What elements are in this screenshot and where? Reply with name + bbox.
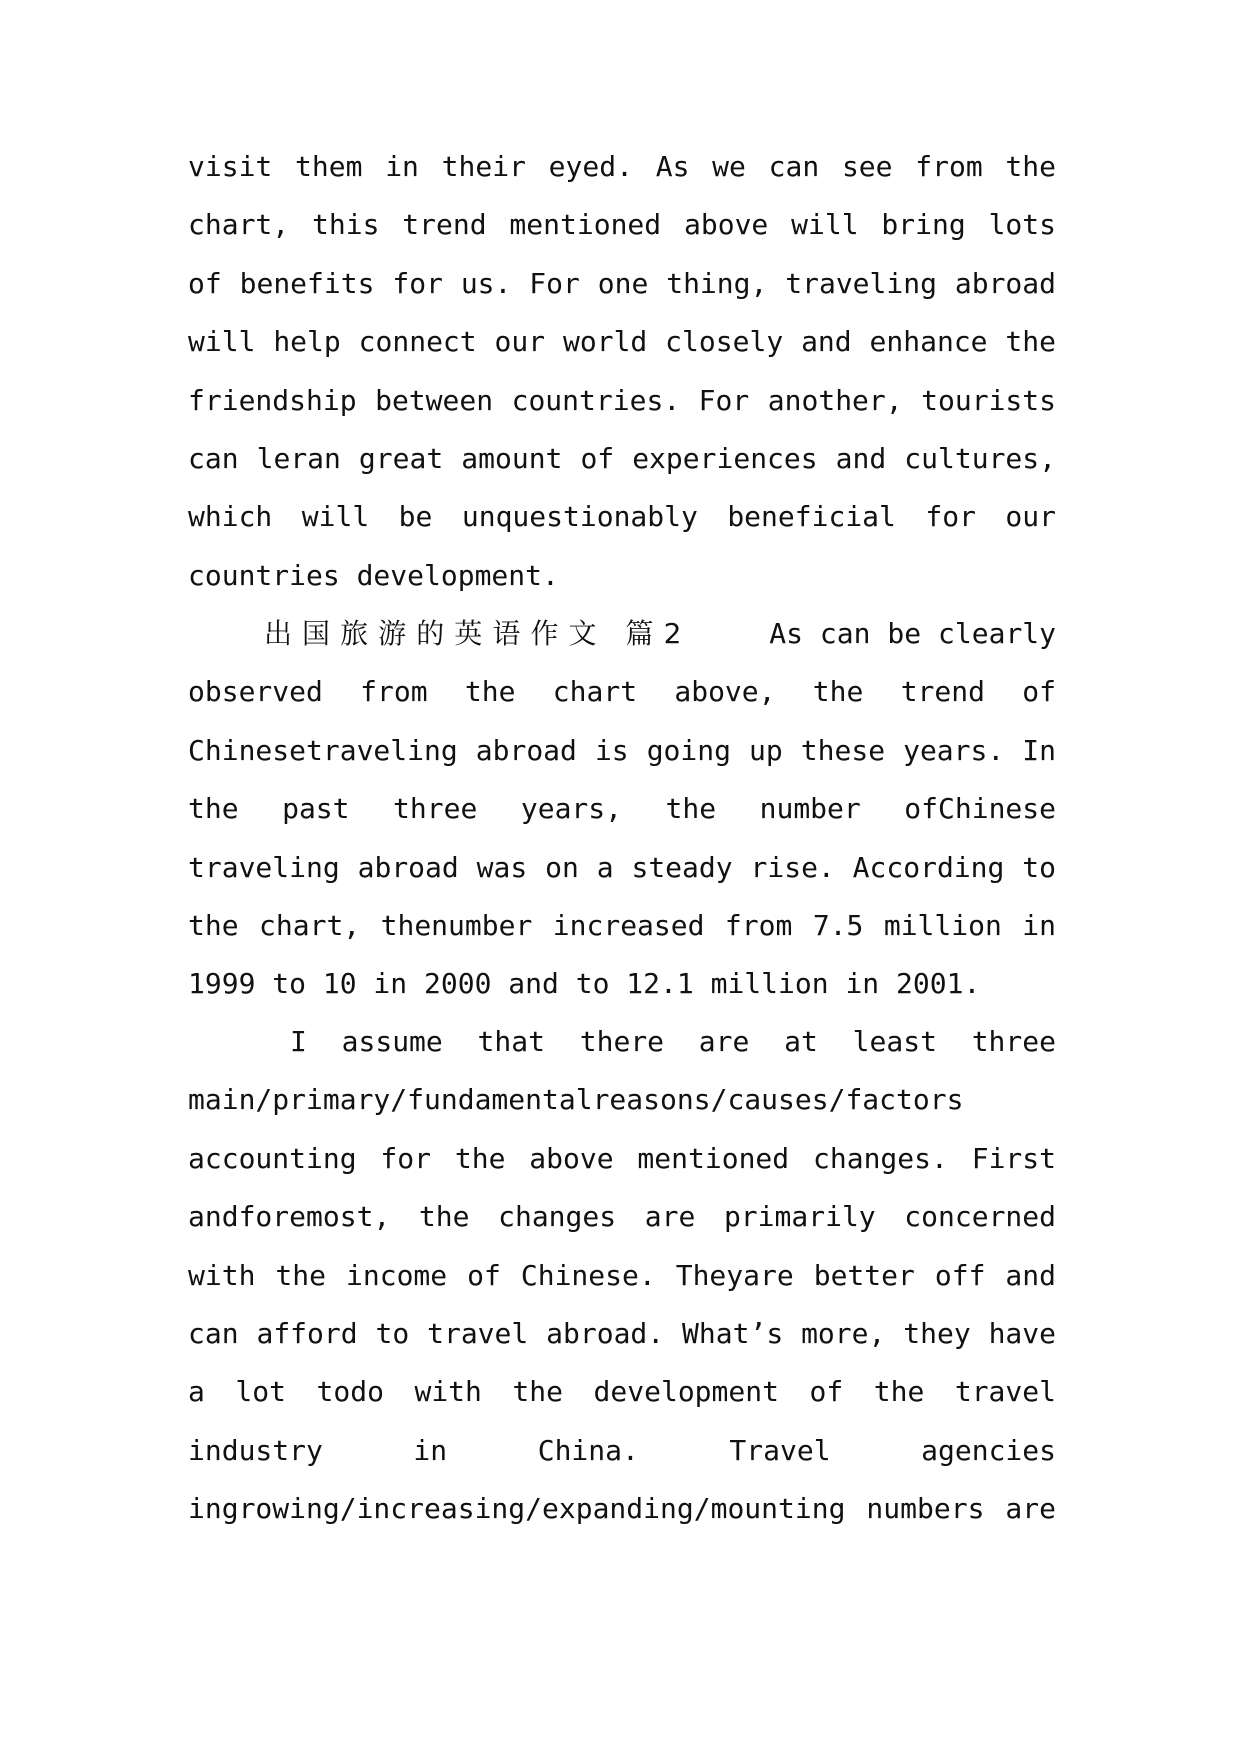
text-line: accounting for the above mentioned changes. First [188,1141,1056,1175]
paragraph-1 [188,138,1056,605]
text-line: the chart, thenumber increased from 7.5 million in [188,908,1056,942]
text-line: visit them in their eyed. As we can see from the [188,150,1056,183]
heading-line [188,605,1056,663]
text-line: which will be unquestionably beneficial for our [188,500,1056,534]
text-line: countries development. [188,558,559,592]
text-line: I assume that there are at least three [290,1025,1056,1058]
text-line: ingrowing/increasing/expanding/mounting numbers are [188,1492,1056,1526]
text-line: can leran great amount of experiences and cultures, [188,441,1056,475]
text-line: friendship between countries. For another, tourists [188,383,1056,417]
text-line: of benefits for us. For one thing, traveling abroad [188,266,1056,300]
text-line: observed from the chart above, the trend of [188,675,1056,709]
text-line: traveling abroad was on a steady rise. According to [188,850,1056,884]
text-line: main/primary/fundamentalreasons/causes/factors [188,1083,964,1117]
text-line: 1999 to 10 in 2000 and to 12.1 million in 2001. [188,967,981,1001]
heading-line-text: As can be clearly [769,617,1057,650]
text-line: industry in China. Travel agencies [188,1433,1056,1467]
text-line: Chinesetraveling abroad is going up these years. In [188,733,1056,767]
section-heading: 出国旅游的英语作文 篇2 [264,617,692,650]
text-line: with the income of Chinese. Theyare better off and [188,1258,1056,1292]
paragraph-3 [188,1013,1056,1539]
text-line: will help connect our world closely and enhance the [188,325,1056,359]
text-line: the past three years, the number ofChinese [188,792,1056,826]
text-line: chart, this trend mentioned above will bring lots [188,208,1056,242]
paragraph-2 [188,605,1056,1014]
text-line: can afford to travel abroad. What’s more, they have [188,1316,1056,1350]
text-line: andforemost, the changes are primarily concerned [188,1200,1056,1234]
text-line: a lot todo with the development of the travel [188,1375,1056,1409]
